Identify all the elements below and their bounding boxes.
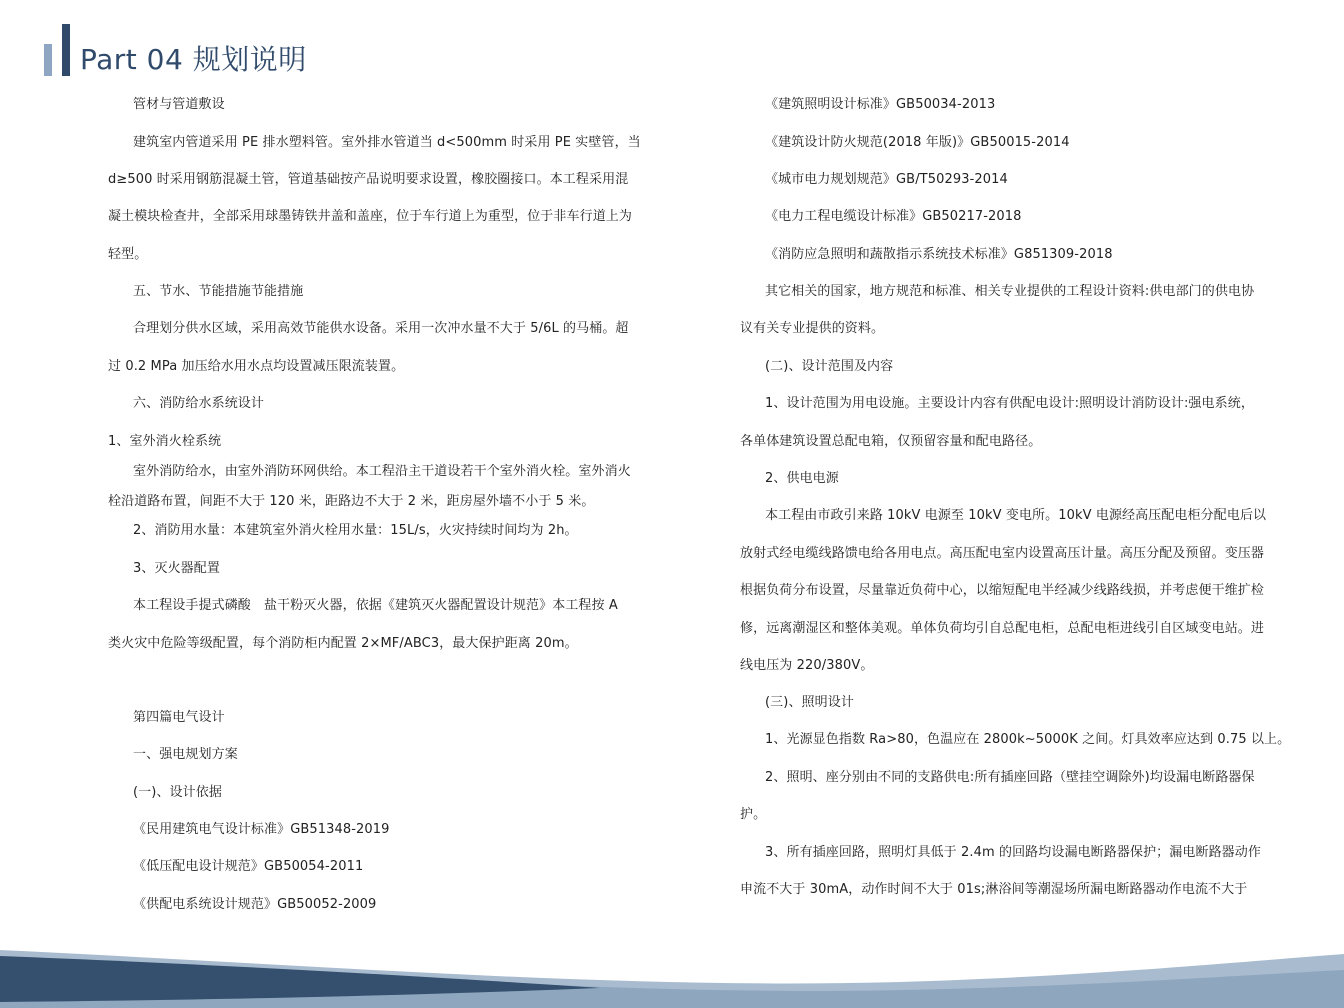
standard-reference: 《供配电系统设计规范》GB50052-2009 — [133, 897, 377, 912]
paragraph-line: 建筑室内管道采用 PE 排水塑料管。室外排水管道当 d<500mm 时采用 PE 实壁管，当 — [133, 135, 641, 150]
paragraph-line: 各单体建筑设置总配电箱，仅预留容量和配电路径。 — [740, 434, 1042, 449]
paragraph-line: 2、消防用水量：本建筑室外消火栓用水量：15L/s，火灾持续时间均为 2h。 — [133, 523, 578, 538]
paragraph-line: 线电压为 220/380V。 — [740, 658, 874, 673]
paragraph-line: 类火灾中危险等级配置，每个消防柜内配置 2×MF/ABC3，最大保护距离 20m。 — [108, 636, 578, 651]
paragraph-line: 本工程设手提式磷酸 盐干粉灭火器，依据《建筑灭火器配置设计规范》本工程按 A — [133, 598, 618, 613]
paragraph-line: d≥500 时采用钢筋混凝土管，管道基础按产品说明要求设置，橡胶圈接口。本工程采用混 — [108, 172, 629, 187]
paragraph-line: 其它相关的国家，地方规范和标准、相关专业提供的工程设计资料:供电部门的供电协 — [765, 284, 1255, 299]
section-heading: 3、灭火器配置 — [133, 561, 220, 576]
section-heading: 第四篇电气设计 — [133, 710, 225, 725]
standard-reference: 《电力工程电缆设计标准》GB50217-2018 — [765, 209, 1022, 224]
standard-reference: 《消防应急照明和蔬散指示系统技术标准》G851309-2018 — [765, 247, 1113, 262]
paragraph-line: 放射式经电缆线路馈电给各用电点。高压配电室内设置高压计量。高压分配及预留。变压器 — [740, 546, 1265, 561]
paragraph-line: 凝土模块检查井，全部采用球墨铸铁井盖和盖座，位于车行道上为重型，位于非车行道上为 — [108, 209, 633, 224]
accent-bar-dark — [62, 24, 70, 76]
paragraph-line: 室外消防给水，由室外消防环网供给。本工程沿主干道设若干个室外消火栓。室外消火 — [133, 464, 631, 479]
standard-reference: 《城市电力规划规范》GB/T50293-2014 — [765, 172, 1008, 187]
paragraph-line: 2、照明、座分别由不同的支路供电:所有插座回路（壁挂空调除外)均设漏电断路器保 — [765, 770, 1255, 785]
paragraph-line: 申流不大于 30mA，动作时间不大于 01s;淋浴间等潮湿场所漏电断路器动作电流不大于 — [740, 882, 1248, 897]
standard-reference: 《低压配电设计规范》GB50054-2011 — [133, 859, 364, 874]
paragraph-line: 栓沿道路布置，间距不大于 120 米，距路边不大于 2 米，距房屋外墙不小于 5 米。 — [108, 494, 595, 509]
footer-wave-decoration — [0, 930, 1344, 1008]
standard-reference: 《建筑照明设计标准》GB50034-2013 — [765, 97, 996, 112]
paragraph-line: 3、所有插座回路，照明灯具低于 2.4m 的回路均设漏电断路器保护；漏电断路器动作 — [765, 845, 1261, 860]
section-heading: 五、节水、节能措施节能措施 — [133, 284, 304, 299]
section-heading: (一)、设计依据 — [133, 785, 222, 800]
paragraph-line: 护。 — [740, 807, 767, 822]
section-heading: 1、室外消火栓系统 — [108, 434, 222, 449]
page-title: Part 04 规划说明 — [80, 43, 307, 76]
paragraph-line: 议有关专业提供的资料。 — [740, 321, 885, 336]
standard-reference: 《建筑设计防火规范(2018 年版)》GB50015-2014 — [765, 135, 1070, 150]
paragraph-line: 本工程由市政引来路 10kV 电源至 10kV 变电所。10kV 电源经高压配电柜分配电后以 — [765, 508, 1267, 523]
section-heading: 六、消防给水系统设计 — [133, 396, 265, 411]
paragraph-line: 过 0.2 MPa 加压给水用水点均设置减压限流装置。 — [108, 359, 405, 374]
paragraph-line: 合理划分供水区域，采用高效节能供水设备。采用一次冲水量不大于 5/6L 的马桶。超 — [133, 321, 629, 336]
section-heading: 一、强电规划方案 — [133, 747, 238, 762]
accent-bar-light — [44, 44, 52, 76]
paragraph-line: 根据负荷分布设置，尽量靠近负荷中心，以缩短配电半经减少线路线损，并考虑便干维扩检 — [740, 583, 1265, 598]
paragraph-line: 1、光源显色指数 Ra>80，色温应在 2800k~5000K 之间。灯具效率应达到 0.75 以上。 — [765, 732, 1291, 747]
section-heading: 管材与管道敷设 — [133, 97, 225, 112]
section-heading: 2、供电电源 — [765, 471, 839, 486]
paragraph-line: 1、设计范围为用电设施。主要设计内容有供配电设计:照明设计消防设计:强电系统， — [765, 396, 1254, 411]
section-heading: (二)、设计范围及内容 — [765, 359, 894, 374]
page-header — [0, 0, 1344, 90]
paragraph-line: 修，远离潮湿区和整体美观。单体负荷均引自总配电柜，总配电柜进线引自区域变电站。进 — [740, 621, 1265, 636]
standard-reference: 《民用建筑电气设计标准》GB51348-2019 — [133, 822, 390, 837]
paragraph-line: 轻型。 — [108, 247, 148, 262]
section-heading: (三)、照明设计 — [765, 695, 854, 710]
